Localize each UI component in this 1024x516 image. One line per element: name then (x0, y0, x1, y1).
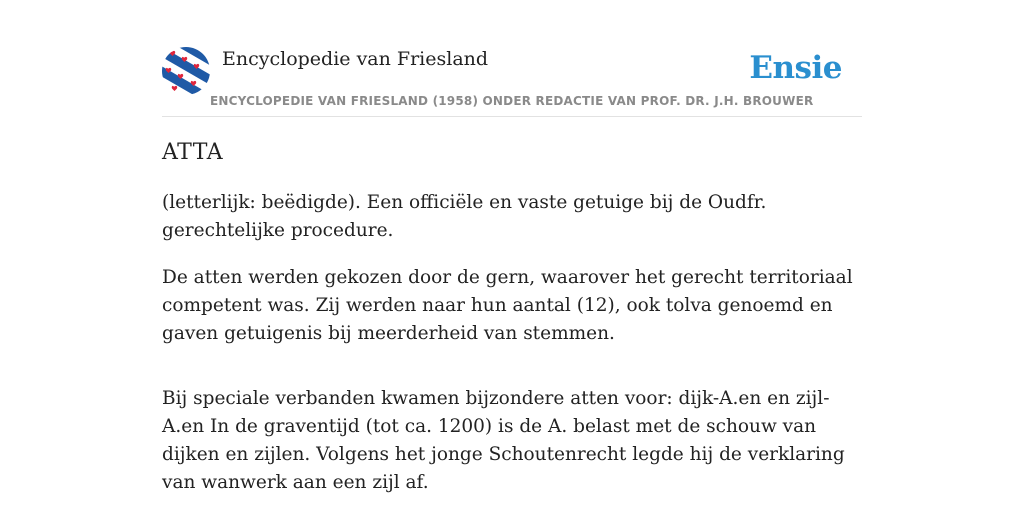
article-title: ATTA (162, 140, 224, 165)
article-content (162, 140, 867, 516)
brand-logo[interactable]: Ensie (749, 50, 842, 86)
article-paragraph: Bij speciale verbanden kwamen bijzondere atten voor: dijk-A.en en zijl-A.en In de graventijd (tot ca. 1200) is de A. belast met de schouw van dijken en zijlen. Volgens het jonge Schoutenrecht legde hij de verklaring van wanwerk aan een zijl af. (162, 388, 845, 493)
frisian-flag-icon[interactable] (162, 47, 210, 95)
article-paragraph: (letterlijk: beëdigde). Een officiële en vaste getuige bij de Oudfr. gerechtelijke procedure. (162, 192, 767, 241)
site-subtitle: ENCYCLOPEDIE VAN FRIESLAND (1958) ONDER REDACTIE VAN PROF. DR. J.H. BROUWER (210, 94, 814, 108)
article-paragraph: De atten werden gekozen door de gern, waarover het gerecht territoriaal competent was. Zij werden naar hun aantal (12), ook tolva genoemd en gaven getuigenis bij meerderheid van stemmen. (162, 267, 853, 344)
site-header (162, 44, 862, 117)
site-title[interactable]: Encyclopedie van Friesland (222, 48, 489, 70)
